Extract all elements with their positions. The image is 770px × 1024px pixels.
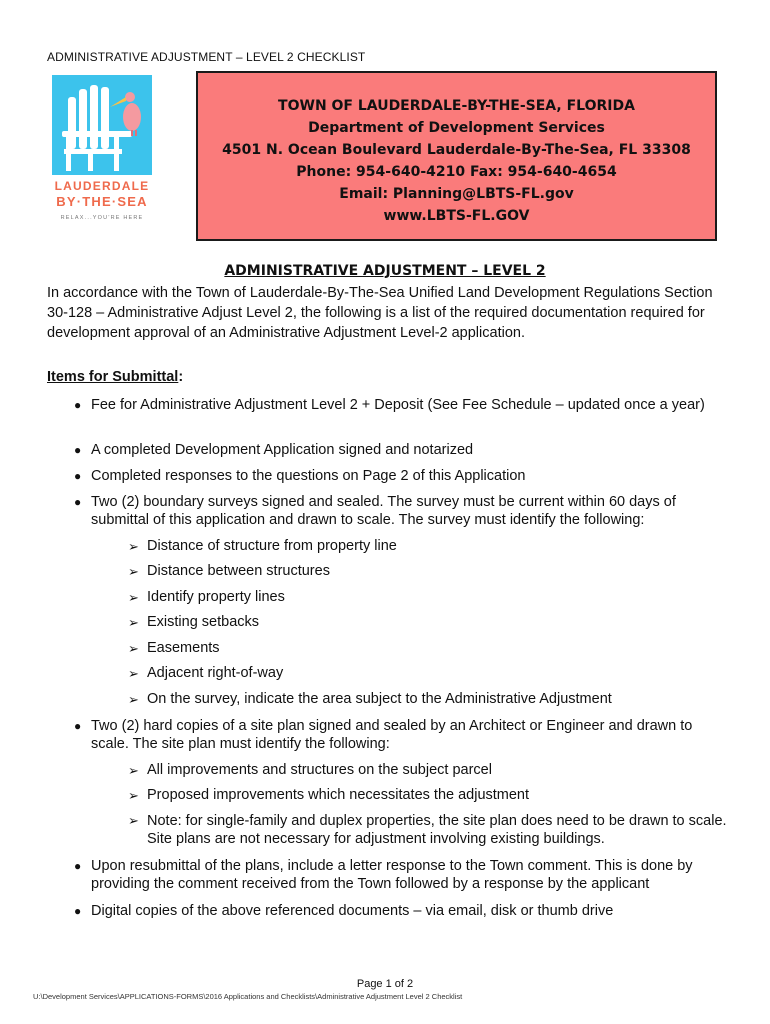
list-item (74, 396, 734, 414)
footer-file-path: U:\Development Services\APPLICATIONS-FORMS\2016 Applications and Checklists\Administrative Adjustment Level 2 Checklist (33, 992, 463, 1001)
intro-paragraph: In accordance with the Town of Lauderdale-By-The-Sea Unified Land Development Regulations Section 30-128 – Administrative Adjust Level 2, the following is a list of the required documentation required for development approval of an Administrative Adjustment Level-2 application. (47, 285, 713, 341)
list-item-text: Digital copies of the above referenced documents – via email, disk or thumb drive (91, 903, 614, 919)
arrow-bullet-icon: ➢ (128, 763, 139, 778)
address: 4501 N. Ocean Boulevard Lauderdale-By-The-Sea, FL 33308 (222, 142, 691, 158)
list-item-text: A completed Development Application signed and notarized (91, 442, 474, 458)
sub-list-item (128, 786, 728, 805)
town-logo (52, 75, 152, 227)
arrow-bullet-icon: ➢ (128, 564, 139, 579)
list-item (74, 493, 734, 529)
list-item-text: Upon resubmittal of the plans, include a letter response to the Town comment. This is done by providing the comment received from the Town followed by a response by the applicant (91, 858, 693, 892)
town-contact-box (196, 71, 717, 241)
sub-list-item (128, 690, 728, 709)
logo-wordmark-line2: BY·THE·SEA (56, 194, 148, 209)
arrow-bullet-icon: ➢ (128, 590, 139, 605)
logo-wordmark-line1: LAUDERDALE (54, 179, 150, 193)
bullet-icon: ● (74, 719, 82, 733)
bullet-icon: ● (74, 904, 82, 918)
sub-list-item-text: Distance between structures (147, 563, 330, 579)
sub-list-item (128, 613, 728, 632)
items-heading-text: Items for Submittal (47, 369, 179, 385)
checklist-header-label: ADMINISTRATIVE ADJUSTMENT – LEVEL 2 CHECKLIST (47, 50, 366, 64)
arrow-bullet-icon: ➢ (128, 539, 139, 554)
logo-tagline: RELAX...YOU'RE HERE (60, 215, 144, 221)
bullet-icon: ● (74, 398, 82, 412)
list-item (74, 441, 734, 459)
page-number: Page 1 of 2 (356, 978, 414, 990)
sub-list-item-text: Easements (147, 640, 220, 656)
list-item-text: Completed responses to the questions on Page 2 of this Application (91, 468, 526, 484)
sub-list-item (128, 588, 728, 607)
phone-fax: Phone: 954-640-4210 Fax: 954-640-4654 (296, 164, 617, 180)
arrow-bullet-icon: ➢ (128, 692, 139, 707)
website: www.LBTS-FL.GOV (383, 208, 530, 224)
beach-chair-pelican-icon (52, 75, 152, 175)
sub-list-item (128, 664, 728, 683)
list-item-text: Fee for Administrative Adjustment Level 2 + Deposit (See Fee Schedule – updated once a year) (91, 397, 705, 413)
list-item-text: Two (2) hard copies of a site plan signed and sealed by an Architect or Engineer and drawn to scale. The site plan must identify the following: (91, 718, 693, 752)
sub-list-item-text: Identify property lines (147, 589, 285, 605)
arrow-bullet-icon: ➢ (128, 615, 139, 630)
list-item (74, 902, 734, 920)
list-item (74, 467, 734, 485)
sub-list-item (128, 562, 728, 581)
org-name: TOWN OF LAUDERDALE-BY-THE-SEA, FLORIDA (278, 98, 635, 114)
department-name: Department of Development Services (308, 120, 605, 136)
email: Email: Planning@LBTS-FL.gov (339, 186, 574, 202)
sub-list-item (128, 761, 728, 780)
sub-list-item-text: Existing setbacks (147, 614, 260, 630)
arrow-bullet-icon: ➢ (128, 813, 139, 828)
bullet-icon: ● (74, 443, 82, 457)
sub-list-item-text: Note: for single-family and duplex properties, the site plan does need to be drawn to scale. Site plans are not necessary for adjustment involving existing buildings. (147, 813, 727, 847)
sub-list-item-text: Distance of structure from property line (147, 538, 397, 554)
arrow-bullet-icon: ➢ (128, 788, 139, 803)
items-heading-colon: : (178, 369, 184, 385)
sub-list-item-text: All improvements and structures on the subject parcel (147, 762, 492, 778)
sub-list-item-text: Proposed improvements which necessitates the adjustment (147, 787, 530, 803)
bullet-icon: ● (74, 859, 82, 873)
list-item-text: Two (2) boundary surveys signed and sealed. The survey must be current within 60 days of submittal of this application and drawn to scale. The survey must identify the following: (91, 494, 676, 528)
list-item (74, 717, 734, 753)
arrow-bullet-icon: ➢ (128, 666, 139, 681)
sub-list-item-text: Adjacent right-of-way (147, 665, 284, 681)
bullet-icon: ● (74, 495, 82, 509)
sub-list-item-text: On the survey, indicate the area subject to the Administrative Adjustment (147, 691, 612, 707)
document-title: ADMINISTRATIVE ADJUSTMENT – LEVEL 2 (224, 263, 546, 279)
list-item (74, 857, 734, 893)
items-heading (47, 369, 183, 385)
sub-list-item (128, 639, 728, 658)
arrow-bullet-icon: ➢ (128, 641, 139, 656)
sub-list-item (128, 537, 728, 556)
sub-list-item (128, 812, 728, 848)
bullet-icon: ● (74, 469, 82, 483)
